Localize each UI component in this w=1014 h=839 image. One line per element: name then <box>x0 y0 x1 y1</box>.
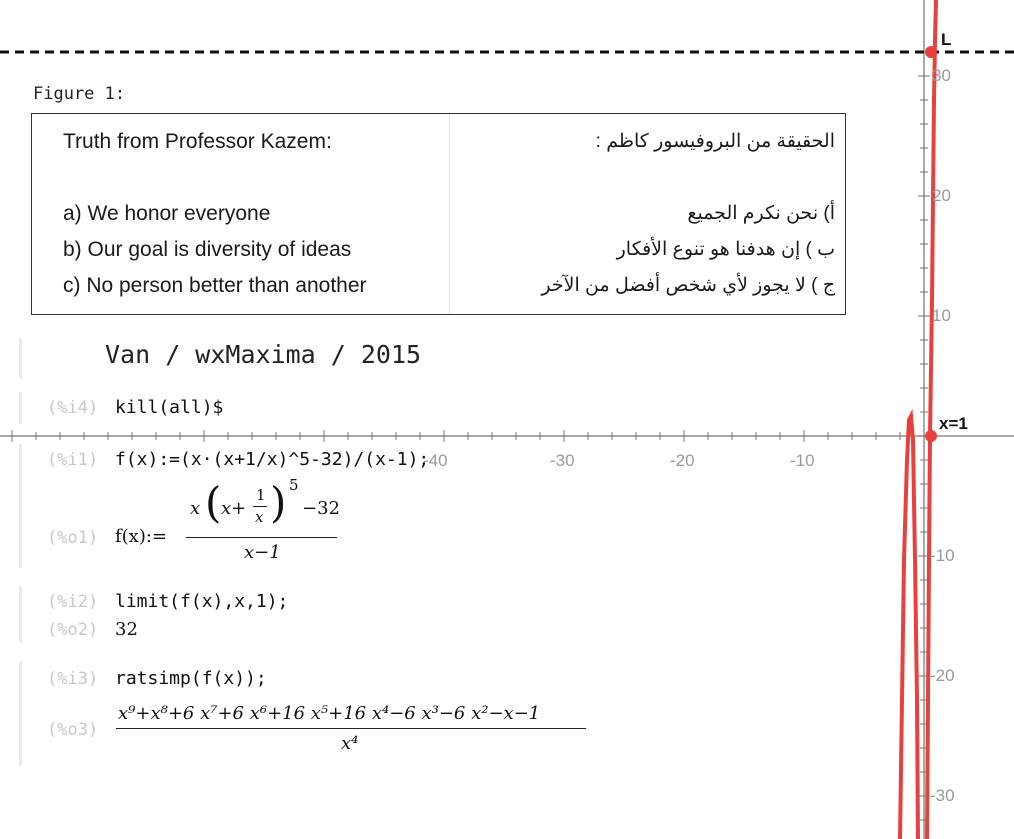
output-o3-denominator: x⁴ <box>341 733 359 754</box>
y-tick-label: 30 <box>932 66 951 85</box>
input-code-i2[interactable]: limit(f(x),x,1); <box>115 591 289 612</box>
cell-bracket[interactable] <box>19 662 22 766</box>
y-tick-label: -30 <box>930 786 955 805</box>
input-label-i4: (%i4) <box>47 398 99 418</box>
input-label-i3: (%i3) <box>47 669 99 689</box>
limit-point-label: L <box>941 30 952 49</box>
cell-bracket[interactable] <box>19 586 22 642</box>
output-o1-inner-one: 1 <box>256 486 266 504</box>
x-tick-label: -10 <box>790 451 815 470</box>
input-code-i1[interactable]: f(x):=(x·(x+1/x)^5-32)/(x-1); <box>115 449 430 470</box>
x-tick-label: -30 <box>550 451 575 470</box>
output-o1-paren-open: ( <box>205 478 222 527</box>
english-item-b: b) Our goal is diversity of ideas <box>63 238 352 261</box>
output-label-o3: (%o3) <box>47 720 99 740</box>
output-o1-inner-fracbar <box>253 506 267 507</box>
english-title: Truth from Professor Kazem: <box>63 130 332 153</box>
output-o1-num-x: x <box>190 498 201 519</box>
figure-label: Figure 1: <box>33 84 126 104</box>
output-o1-num-xplus: x+ <box>221 498 247 519</box>
cell-bracket[interactable] <box>19 338 22 378</box>
x-tick-label: -20 <box>670 451 695 470</box>
cell-bracket[interactable] <box>19 392 22 424</box>
output-o1-fname: f(x):= <box>115 526 168 547</box>
session-title[interactable]: Van / wxMaxima / 2015 <box>105 340 422 369</box>
curve-left-branch <box>900 416 918 839</box>
english-item-a: a) We honor everyone <box>63 202 271 225</box>
output-o1-denominator: x−1 <box>244 542 281 563</box>
output-o1-fracbar <box>186 537 337 538</box>
output-o1-exponent: 5 <box>289 476 299 494</box>
y-tick-label: -20 <box>930 666 955 685</box>
output-o1-minus32: −32 <box>302 498 340 519</box>
input-code-i3[interactable]: ratsimp(f(x)); <box>115 668 267 689</box>
y-tick-label: -10 <box>930 546 955 565</box>
curve-right-branch <box>927 0 936 839</box>
arabic-item-a: أ) نحن نكرم الجميع <box>687 203 835 224</box>
input-label-i2: (%i2) <box>47 592 99 612</box>
output-o1-paren-close: ) <box>270 478 287 527</box>
y-tick-label: 10 <box>932 306 951 325</box>
column-divider <box>449 114 450 314</box>
arabic-item-b: ب ) إن هدفنا هو تنوع الأفكار <box>616 239 835 260</box>
output-o2-value: 32 <box>115 619 138 640</box>
y-tick-label: 20 <box>932 186 951 205</box>
output-o1-inner-x: x <box>255 508 264 526</box>
input-code-i4[interactable]: kill(all)$ <box>115 397 224 418</box>
x-tick-label: -40 <box>423 451 448 470</box>
cell-bracket[interactable] <box>19 444 22 568</box>
output-o3-fracbar <box>116 728 586 729</box>
limit-point-L <box>925 46 937 58</box>
arabic-title: الحقيقة من البروفيسور كاظم : <box>595 131 835 152</box>
output-label-o2: (%o2) <box>47 620 99 640</box>
output-o3-numerator: x⁹+x⁸+6 x⁷+6 x⁶+16 x⁵+16 x⁴−6 x³−6 x²−x−1 <box>118 703 541 724</box>
point-x1 <box>925 430 937 442</box>
arabic-item-c: ج ) لا يجوز لأي شخص أفضل من الآخر <box>541 275 835 296</box>
input-label-i1: (%i1) <box>47 450 99 470</box>
truth-statement-box <box>31 113 846 315</box>
english-item-c: c) No person better than another <box>63 274 367 297</box>
point-x1-label: x=1 <box>939 414 968 433</box>
output-label-o1: (%o1) <box>47 528 99 548</box>
